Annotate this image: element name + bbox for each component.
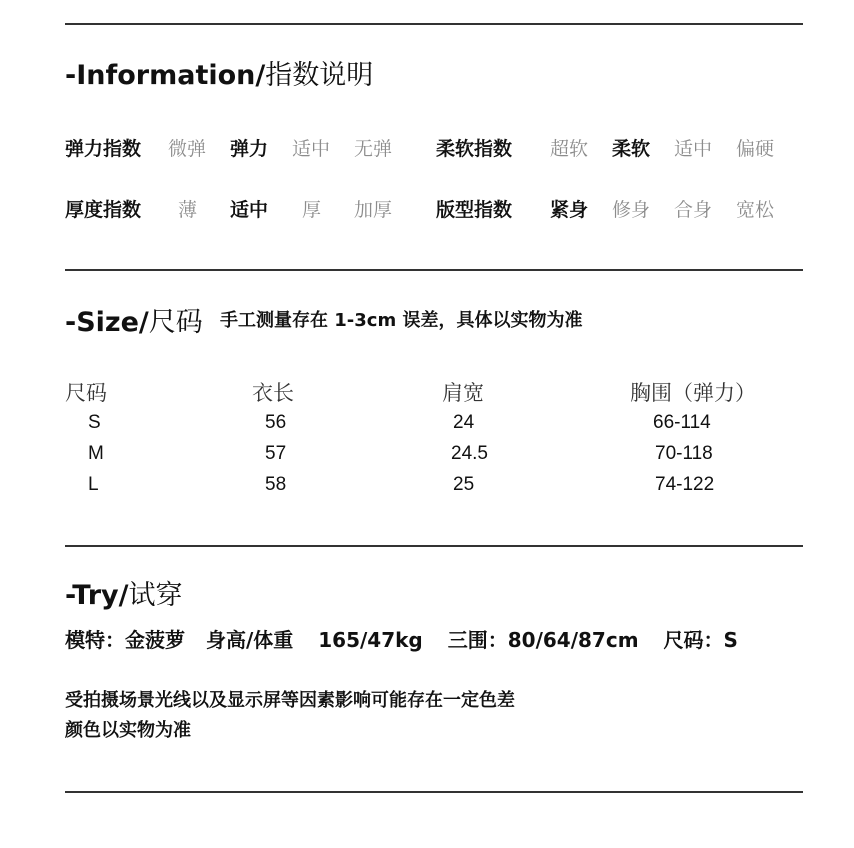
index-option: 合身 (674, 199, 713, 221)
index-label-softness: 柔软指数 (436, 138, 513, 160)
top-divider (65, 23, 803, 25)
size-measurement-note: 手工测量存在 1-3cm 误差，具体以实物为准 (220, 310, 583, 331)
index-option: 加厚 (354, 199, 393, 221)
index-option: 修身 (612, 199, 651, 221)
size-cell: 24.5 (451, 443, 488, 464)
size-cell: 70-118 (655, 443, 713, 464)
size-cell: 58 (265, 474, 287, 495)
size-cell: S (88, 412, 101, 433)
size-cell: 57 (265, 443, 287, 464)
model-size: 尺码：S (663, 628, 738, 652)
size-table-header: 衣长 (252, 381, 294, 405)
size-cell: 24 (453, 412, 475, 433)
information-title-en: -Information/ (65, 60, 266, 91)
height-weight-value: 165/47kg (318, 628, 423, 652)
index-option: 微弹 (168, 138, 207, 160)
index-option: 无弹 (354, 138, 393, 160)
index-option-selected: 适中 (230, 199, 269, 221)
bottom-divider (65, 791, 803, 793)
index-option-selected: 柔软 (612, 138, 651, 160)
information-heading (65, 53, 373, 92)
size-cell: 25 (453, 474, 475, 495)
size-table-header: 尺码 (65, 381, 107, 405)
model-info (65, 624, 738, 653)
index-label-fit: 版型指数 (436, 199, 513, 221)
size-cell: L (88, 474, 99, 495)
index-option: 超软 (550, 138, 589, 160)
color-disclaimer-2: 颜色以实物为准 (65, 720, 191, 741)
index-label-elasticity: 弹力指数 (65, 138, 142, 160)
index-option: 厚 (302, 199, 322, 221)
size-table-header: 肩宽 (442, 381, 484, 405)
size-cell: 66-114 (653, 412, 711, 433)
index-option-selected: 紧身 (550, 199, 589, 221)
model-name: 模特：金菠萝 (65, 628, 185, 652)
color-disclaimer: 受拍摄场景光线以及显示屏等因素影响可能存在一定色差 (65, 690, 515, 711)
size-table-header: 胸围（弹力） (630, 381, 756, 405)
size-cell: 74-122 (655, 474, 715, 495)
height-weight-label: 身高/体重 (205, 628, 294, 652)
index-option: 适中 (292, 138, 331, 160)
index-option-selected: 弹力 (230, 138, 269, 160)
size-cell: 56 (265, 412, 287, 433)
information-title-cn: 指数说明 (265, 60, 374, 91)
index-option: 适中 (674, 138, 713, 160)
size-title-cn: 尺码 (148, 307, 203, 338)
divider (65, 545, 803, 547)
index-option: 宽松 (736, 199, 775, 221)
size-title-en: -Size/ (65, 307, 149, 338)
size-cell: M (88, 443, 104, 464)
divider (65, 269, 803, 271)
index-option: 薄 (178, 199, 198, 221)
body-measurements: 三围：80/64/87cm (447, 628, 639, 652)
index-option: 偏硬 (736, 138, 775, 160)
try-title-en: -Try/ (65, 580, 129, 611)
index-label-thickness: 厚度指数 (65, 199, 142, 221)
try-heading (65, 573, 182, 612)
try-title-cn: 试穿 (128, 580, 183, 611)
size-heading (65, 300, 203, 339)
